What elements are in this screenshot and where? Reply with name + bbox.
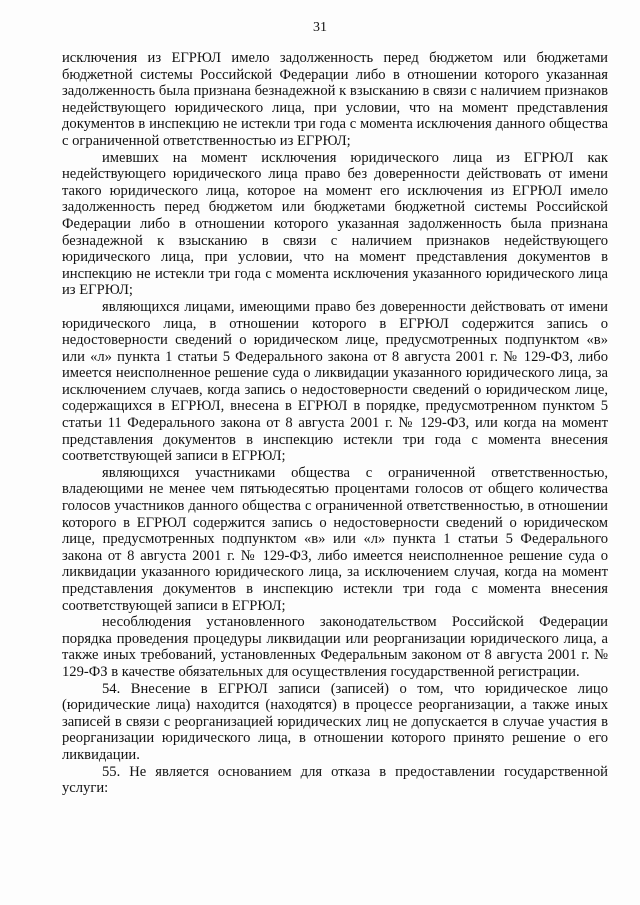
paragraph-authorized-persons: являющихся лицами, имеющими право без доверенности действовать от имени юридического лица, в отношении которого в ЕГРЮЛ содержится запись о недостоверности сведений о юридическом лице, предусмотренных подпунктом «в» или «л» пункта 1 статьи 5 Федерального закона от 8 августа 2001 г. № 129-ФЗ, либо имеется неисполненное решение суда о ликвидации указанного юридического лица, за исключением случаев, когда запись о недостоверности сведений о юридическом лице, содержащихся в ЕГРЮЛ, внесена в ЕГРЮЛ в порядке, предусмотренном пунктом 5 статьи 11 Федерального закона от 8 августа 2001 г. № 129-ФЗ, или когда на момент представления документов в инспекцию истекли три года с момента внесения соответствующей записи в ЕГРЮЛ; <box>62 298 608 465</box>
document-body <box>62 50 608 797</box>
paragraph-procedure-violation: несоблюдения установленного законодательством Российской Федерации порядка проведения процедуры ликвидации или реорганизации юридического лица, а также иных требований, установленных Федеральным законом от 8 августа 2001 г. № 129-ФЗ в качестве обязательных для осуществления государственной регистрации. <box>62 614 608 680</box>
paragraph-llc-participants: являющихся участниками общества с ограниченной ответственностью, владеющими не менее чем пятьюдесятью процентами голосов от общего количества голосов участников данного общества с ограниченной ответственностью, в отношении которого в ЕГРЮЛ содержится запись о недостоверности сведений о юридическом лице, предусмотренных подпунктом «в» или «л» пункта 1 статьи 5 Федерального закона от 8 августа 2001 г. № 129-ФЗ, либо имеется неисполненное решение суда о ликвидации указанного юридического лица, за исключением случая, когда на момент представления документов в инспекцию истекли три года с момента внесения соответствующей записи в ЕГРЮЛ; <box>62 464 608 614</box>
paragraph-item-55: 55. Не является основанием для отказа в предоставлении государственной услуги: <box>62 763 608 797</box>
paragraph-continuation: исключения из ЕГРЮЛ имело задолженность перед бюджетом или бюджетами бюджетной системы Российской Федерации либо в отношении которого указанная задолженность была признана безнадежной к взысканию в связи с наличием признаков недействующего юридического лица, при условии, что на момент представления документов в инспекцию не истекли три года с момента исключения данного общества с ограниченной ответственностью из ЕГРЮЛ; <box>62 50 608 149</box>
paragraph-former-directors: имевших на момент исключения юридического лица из ЕГРЮЛ как недействующего юридического лица право без доверенности действовать от имени такого юридического лица, которое на момент его исключения из ЕГРЮЛ имело задолженность перед бюджетом или бюджетами бюджетной системы Российской Федерации либо в отношении которого указанная задолженность была признана безнадежной к взысканию в связи с наличием признаков недействующего юридического лица, при условии, что на момент представления документов в инспекцию не истекли три года с момента исключения указанного юридического лица из ЕГРЮЛ; <box>62 149 608 299</box>
page-number: 31 <box>313 20 327 35</box>
paragraph-item-54: 54. Внесение в ЕГРЮЛ записи (записей) о том, что юридическое лицо (юридические лица) находится (находятся) в процессе реорганизации, а также иных записей в связи с реорганизацией юридических лиц не допускается в случае участия в реорганизации юридического лица, в отношении которого принято решение о его ликвидации. <box>62 680 608 763</box>
